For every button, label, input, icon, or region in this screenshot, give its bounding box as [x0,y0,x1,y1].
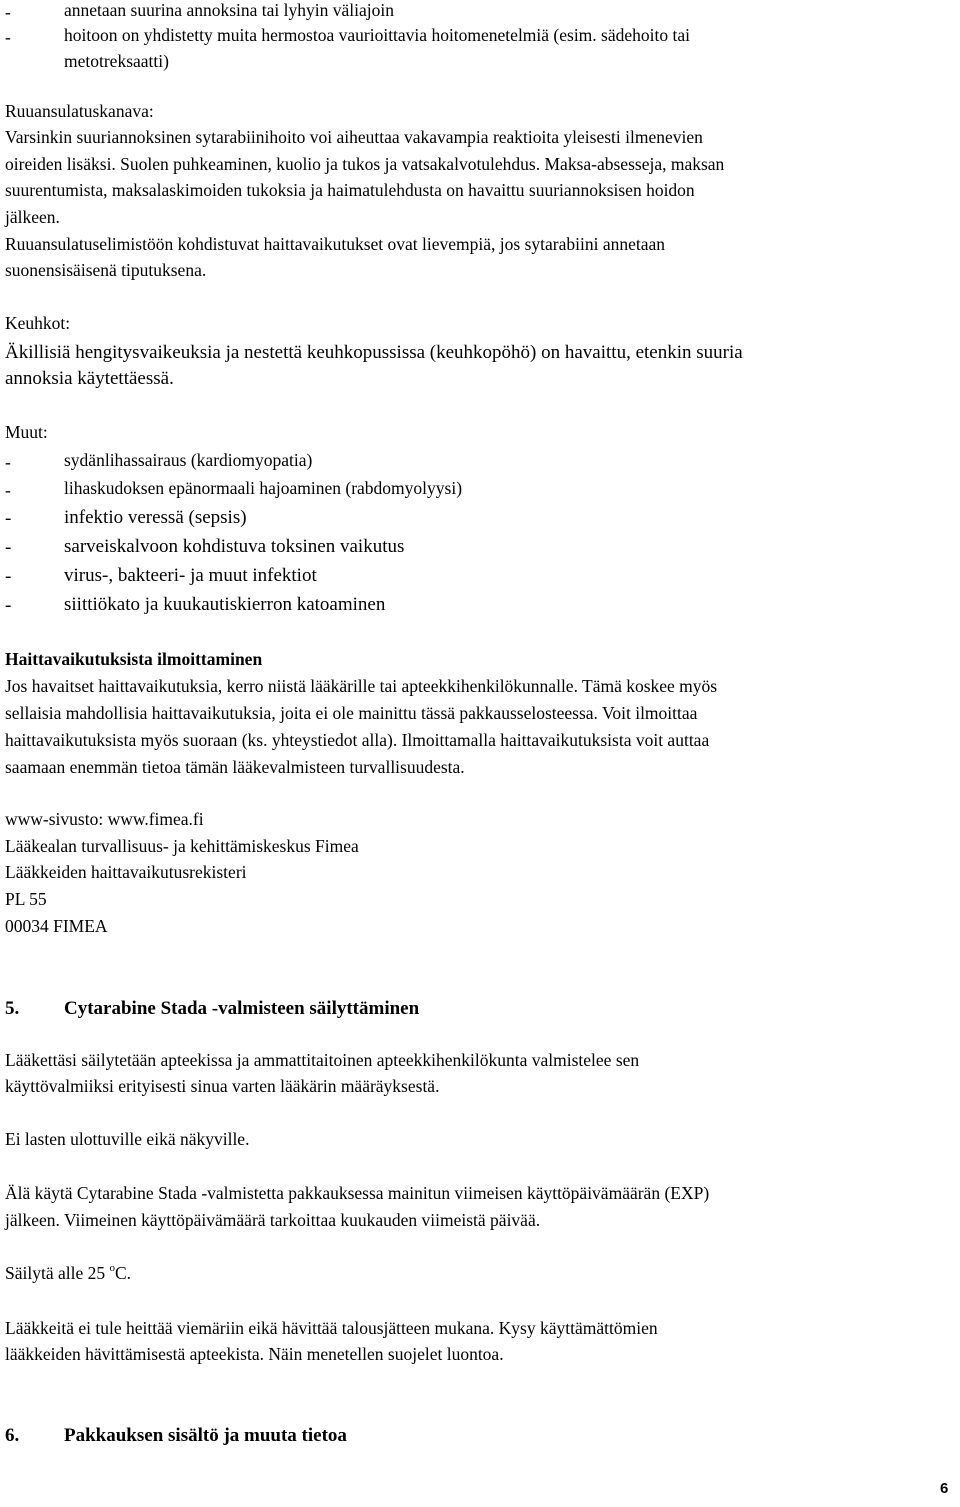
other-heading: Muut: [5,422,48,442]
section-number: 5. [5,998,20,1019]
gi-line: oireiden lisäksi. Suolen puhkeaminen, kuolio ja tukos ja vatsakalvotulehdus. Maksa-absesseja, maksan [5,154,725,174]
bullet-dash: - [5,537,12,558]
section5-p1-line: käyttövalmiiksi erityisesti sinua varten lääkärin määräyksestä. [5,1076,440,1096]
reporting-heading: Haittavaikutuksista ilmoittaminen [5,649,263,669]
gi-line: suurentumista, maksalaskimoiden tukoksia ja haimatulehdusta on havaittu suuriannoksisen hoidon [5,180,695,200]
bullet-continuation: metotreksaatti) [64,51,169,71]
lungs-line: Äkillisiä hengitysvaikeuksia ja nestettä keuhkopussissa (keuhkopöhö) on havaittu, etenkin suuria [5,342,743,363]
other-item: virus-, bakteeri- ja muut infektiot [64,565,317,586]
bullet-dash: - [5,595,12,616]
degree-sup: o [109,1262,115,1274]
section5-p3-line: jälkeen. Viimeinen käyttöpäivämäärä tarkoittaa kuukauden viimeistä päivää. [5,1210,541,1230]
section5-p5-line: lääkkeiden hävittämisestä apteekista. Näin menetellen suojelet luontoa. [5,1344,504,1364]
other-item: infektio veressä (sepsis) [64,507,247,528]
gi-line: jälkeen. [5,207,60,227]
gi-line: suonensisäisenä tiputuksena. [5,260,207,280]
bullet-dash: - [5,566,12,587]
gi-line: Varsinkin suuriannoksinen sytarabiinihoito voi aiheuttaa vakavampia reaktioita yleisesti ilmenevien [5,127,703,147]
page-number: 6 [940,1480,949,1497]
bullet-dash: - [5,452,11,472]
storage-temperature [5,1262,132,1283]
other-item: sarveiskalvoon kohdistuva toksinen vaikutus [64,536,405,557]
lungs-line: annoksia käytettäessä. [5,368,174,389]
gi-line: Ruuansulatuselimistöön kohdistuvat haittavaikutukset ovat lievempiä, jos sytarabiini annetaan [5,234,666,254]
section5-p1-line: Lääkettäsi säilytetään apteekissa ja ammattitaitoinen apteekkihenkilökunta valmistelee sen [5,1050,640,1070]
bullet-dash: - [5,27,11,47]
bullet-dash: - [5,508,12,529]
section5-p5-line: Lääkkeitä ei tule heittää viemäriin eikä hävittää talousjätteen mukana. Kysy käyttämättömien [5,1318,658,1338]
address-line: Lääkealan turvallisuus- ja kehittämiskeskus Fimea [5,836,359,856]
address-line: Lääkkeiden haittavaikutusrekisteri [5,862,247,882]
address-line: PL 55 [5,889,47,909]
storage-prefix: Säilytä alle 25 [5,1263,110,1283]
section5-p3-line: Älä käytä Cytarabine Stada -valmistetta pakkauksessa mainitun viimeisen käyttöpäivämäärän (EXP) [5,1183,710,1203]
lungs-heading: Keuhkot: [5,313,71,333]
section-number: 6. [5,1425,20,1446]
address-line: 00034 FIMEA [5,916,108,936]
other-item: lihaskudoksen epänormaali hajoaminen (rabdomyolyysi) [64,478,463,498]
reporting-line: Jos havaitset haittavaikutuksia, kerro niistä lääkärille tai apteekkihenkilökunnalle. Tämä koskee myös [5,676,718,696]
bullet-dash: - [5,2,11,22]
section-title: Cytarabine Stada -valmisteen säilyttäminen [64,998,420,1019]
bullet-text: hoitoon on yhdistetty muita hermostoa vaurioittavia hoitomenetelmiä (esim. sädehoito tai [64,25,690,45]
bullet-dash: - [5,480,11,500]
section-title: Pakkauksen sisältö ja muuta tietoa [64,1425,347,1446]
other-item: siittiökato ja kuukautiskierron katoaminen [64,594,386,615]
storage-suffix: C. [115,1263,132,1283]
other-item: sydänlihassairaus (kardiomyopatia) [64,450,313,470]
reporting-line: saamaan enemmän tietoa tämän lääkevalmisteen turvallisuudesta. [5,757,465,777]
bullet-text: annetaan suurina annoksina tai lyhyin väliajoin [64,0,394,20]
reporting-line: sellaisia mahdollisia haittavaikutuksia, joita ei ole mainittu tässä pakkausselosteessa. Voit ilmoittaa [5,703,698,723]
gi-heading: Ruuansulatuskanava: [5,101,154,121]
reporting-line: haittavaikutuksista myös suoraan (ks. yhteystiedot alla). Ilmoittamalla haittavaikutuksista voit auttaa [5,730,710,750]
address-website: www-sivusto: www.fimea.fi [5,809,204,829]
section5-p2: Ei lasten ulottuville eikä näkyville. [5,1129,250,1149]
